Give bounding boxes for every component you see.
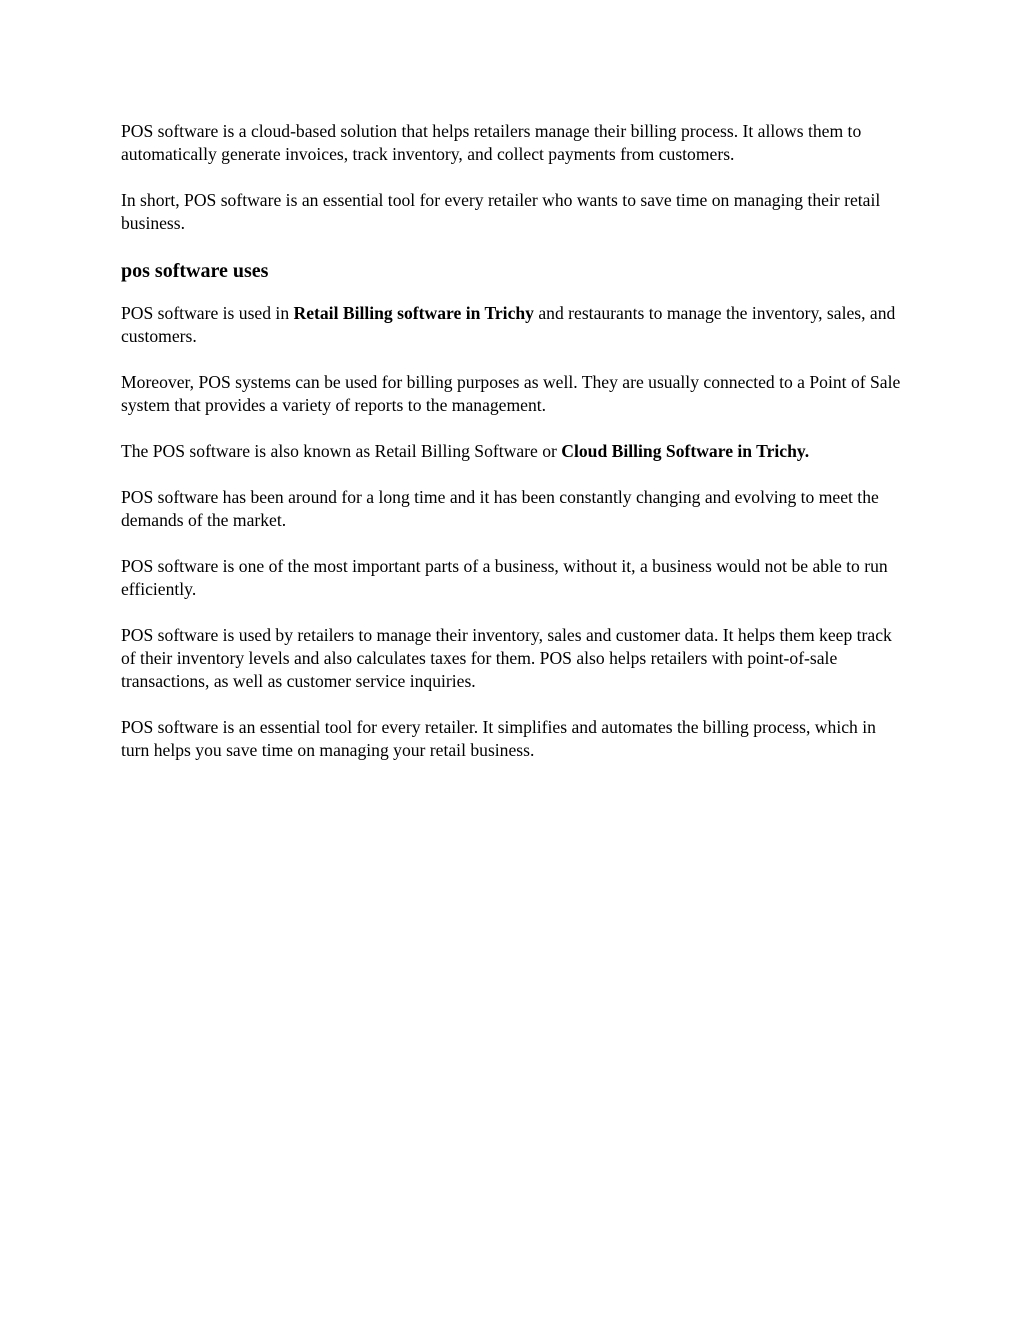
section-heading: pos software uses	[121, 260, 269, 282]
paragraph-history: POS software has been around for a long time and it has been constantly changing and evolving to meet the demands of the market.	[121, 487, 879, 530]
document-body	[121, 120, 907, 785]
paragraph-intro: POS software is a cloud-based solution that helps retailers manage their billing process. It allows them to automatically generate invoices, track inventory, and collect payments from customers.	[121, 121, 862, 164]
paragraph-summary: In short, POS software is an essential tool for every retailer who wants to save time on managing their retail business.	[121, 190, 881, 233]
paragraph-importance: POS software is one of the most important parts of a business, without it, a business would not be able to run efficiently.	[121, 556, 888, 599]
cloud-billing-keyword: Cloud Billing Software in Trichy.	[561, 441, 810, 461]
paragraph-uses-text-start: POS software is used in	[121, 303, 294, 323]
paragraph-aka	[121, 440, 907, 463]
paragraph-billing: Moreover, POS systems can be used for billing purposes as well. They are usually connected to a Point of Sale system that provides a variety of reports to the management.	[121, 372, 901, 415]
paragraph-retailers: POS software is used by retailers to manage their inventory, sales and customer data. It helps them keep track of their inventory levels and also calculates taxes for them. POS also helps retailers with point-of-sale transactions, as well as customer service inquiries.	[121, 625, 892, 691]
paragraph-uses	[121, 302, 907, 348]
paragraph-aka-text: The POS software is also known as Retail Billing Software or	[121, 441, 562, 461]
paragraph-conclusion: POS software is an essential tool for every retailer. It simplifies and automates the billing process, which in turn helps you save time on managing your retail business.	[121, 717, 876, 760]
paragraph-uses-text-end: and restaurants to manage the inventory, sales, and customers.	[121, 303, 896, 346]
retail-billing-keyword: Retail Billing software in Trichy	[293, 303, 534, 323]
